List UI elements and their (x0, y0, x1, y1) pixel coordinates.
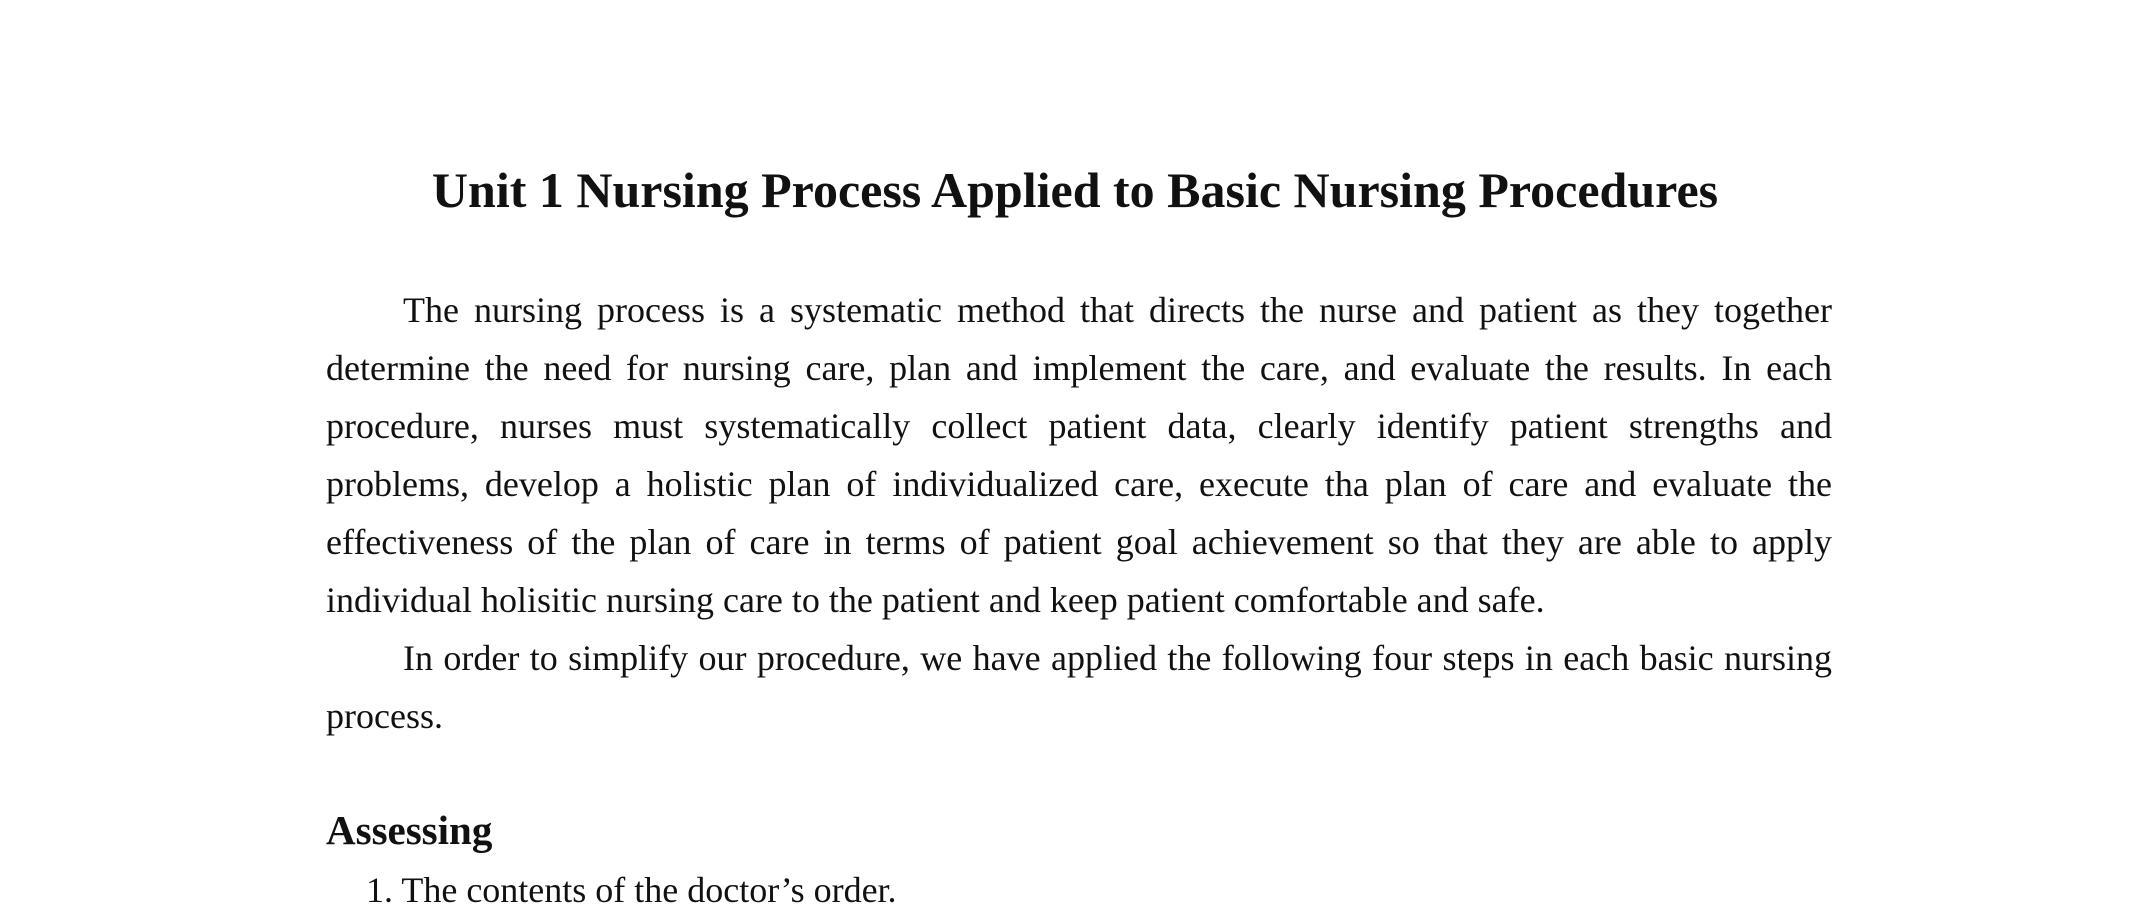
paragraph-1: The nursing process is a systematic method that directs the nurse and patient as they together determine the need for nursing care, plan and implement the care, and evaluate the results. In each procedure, nurses must systematically collect patient data, clearly identify patient strengths and problems, develop a holistic plan of individualized care, execute tha plan of care and evaluate the effectiveness of the plan of care in terms of patient goal achievement so that they are able to apply individual holisitic nursing care to the patient and keep patient comfortable and safe. (326, 290, 1832, 620)
assessing-list (366, 861, 897, 919)
list-item: 1. The contents of the doctor’s order. (366, 870, 897, 910)
section-heading-assessing: Assessing (326, 807, 493, 853)
paragraph-2: In order to simplify our procedure, we have applied the following four steps in each basic nursing process. (326, 638, 1832, 736)
document-body (326, 281, 1832, 745)
document-title: Unit 1 Nursing Process Applied to Basic Nursing Procedures (431, 162, 1719, 218)
